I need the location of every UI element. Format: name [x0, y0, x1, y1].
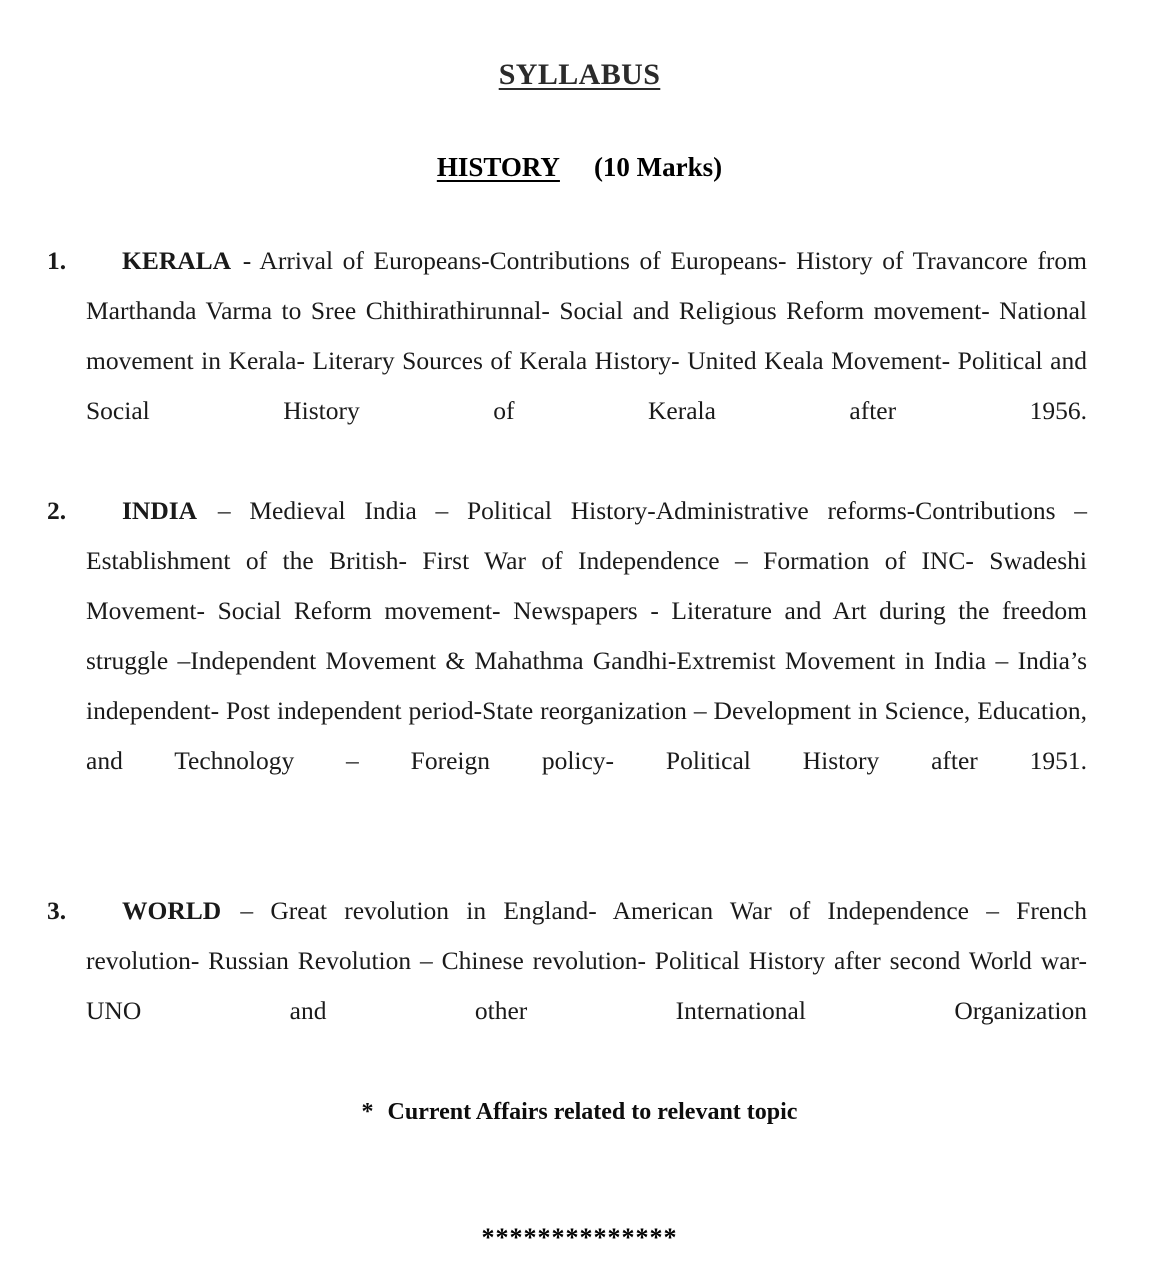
- syllabus-item-body: – Great revolution in England- American War of Independence – French revolution- Russian Revolution – Chinese revolution- Political History after second World war- UNO and other International Organization: [86, 896, 1087, 1025]
- syllabus-item-india: [0, 486, 1159, 836]
- syllabus-item-name: INDIA: [122, 496, 198, 525]
- current-affairs-note: [0, 1098, 1159, 1127]
- subject-name: HISTORY: [436, 152, 560, 182]
- syllabus-item-world: [0, 886, 1159, 1086]
- syllabus-item-name: WORLD: [122, 896, 222, 925]
- page-title-text: SYLLABUS: [498, 58, 661, 91]
- page-title: [0, 0, 1159, 91]
- subject-marks: (10 Marks): [593, 152, 723, 182]
- syllabus-item-body: – Medieval India – Political History-Administrative reforms-Contributions – Establishment of the British- First War of Independence – Formation of INC- Swadeshi Movement- Social Reform movement- Newspapers - Literature and Art during the freedom struggle –Independent Movement & Mahathma Gandhi-Extremist Movement in India – India’s independent- Post independent period-State reorganization – Development in Science, Education, and Technology – Foreign policy- Political History after 1951.: [86, 496, 1087, 775]
- syllabus-list: [0, 236, 1159, 1086]
- syllabus-item-kerala: [0, 236, 1159, 486]
- current-affairs-note-text: Current Affairs related to relevant topic: [387, 1099, 798, 1125]
- syllabus-item-number: 2.: [47, 496, 67, 525]
- syllabus-item-body: - Arrival of Europeans-Contributions of Europeans- History of Travancore from Marthanda Varma to Sree Chithirathirunnal- Social and Religious Reform movement- National movement in Kerala- Literary Sources of Kerala History- United Keala Movement- Political and Social History of Kerala after 1956.: [86, 246, 1087, 425]
- asterisk-icon: *: [361, 1099, 374, 1125]
- asterisk-divider: **************: [481, 1223, 678, 1252]
- syllabus-item-number: 1.: [47, 246, 67, 275]
- syllabus-item-name: KERALA: [122, 246, 232, 275]
- syllabus-item-number: 3.: [47, 896, 67, 925]
- subject-heading: [0, 91, 1159, 183]
